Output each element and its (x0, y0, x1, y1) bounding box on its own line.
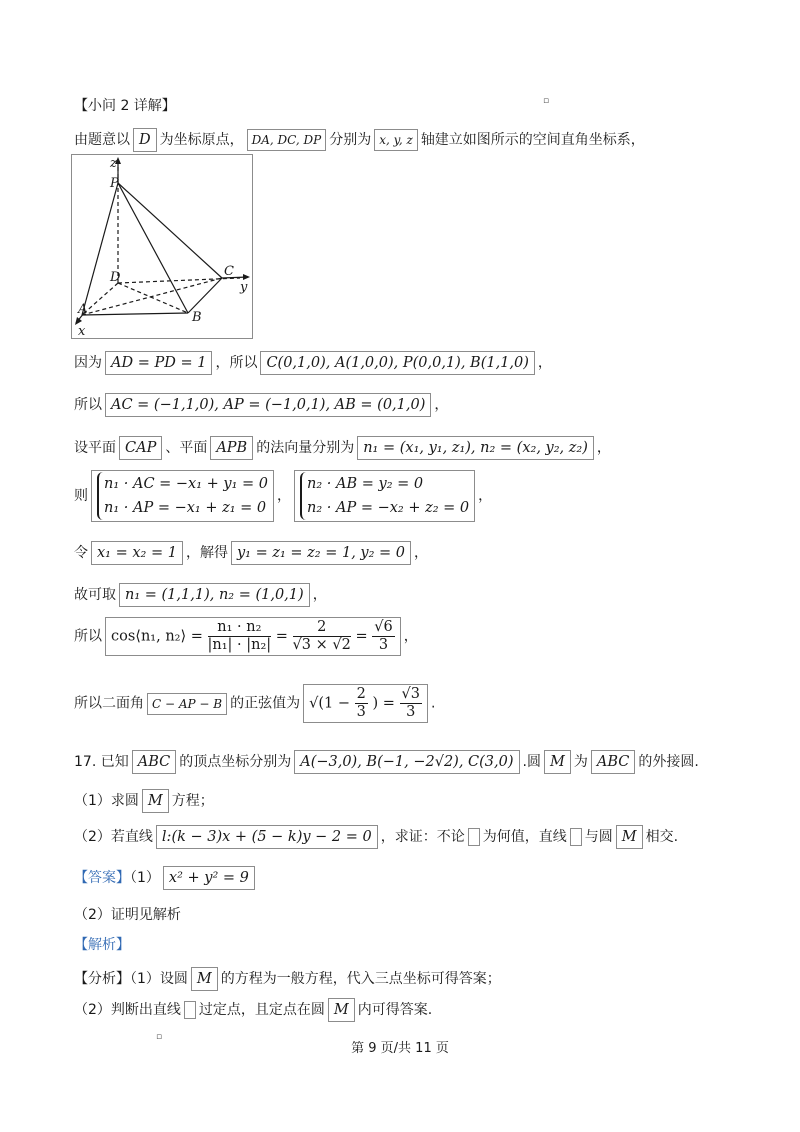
math-l-box (570, 828, 582, 846)
bc-edge (188, 278, 222, 313)
math-let: x₁ = x₂ = 1 (91, 541, 183, 565)
da-edge (82, 283, 118, 315)
analysis-line-2: （2）判断出直线 过定点，且定点在圆 M 内可得答案. (74, 998, 740, 1022)
math-circle-m-2: M (142, 789, 169, 813)
math-k-box (468, 828, 480, 846)
math-circle-m-3: M (616, 825, 643, 849)
label-c: C (224, 264, 234, 279)
math-system-1: n₁ · AC = −x₁ + y₁ = 0 n₁ · AP = −x₁ + z₁ = 0 (91, 470, 274, 522)
analysis-tag: 【解析】 (74, 937, 130, 953)
step-line-5: 令 x₁ = x₂ = 1 ，解得 y₁ = z₁ = z₂ = 1, y₂ = 0 ， (74, 541, 740, 565)
artifact-dot: ▫ (543, 96, 550, 106)
intro-line: 由题意以 D 为坐标原点， DA, DC, DP 分别为 x, y, z 轴建立如图所示的空间直角坐标系， (74, 128, 740, 152)
math-choose-normals: n₁ = (1,1,1), n₂ = (1,0,1) (119, 583, 310, 607)
question-17-part-1: （1）求圆 M 方程； (74, 789, 740, 813)
answer-part-2: （2）证明见解析 (74, 907, 181, 923)
label-z: z (110, 156, 117, 171)
page-footer: 第 9 页/共 11 页 (351, 1041, 449, 1056)
math-line-l: l:(k − 3)x + (5 − k)y − 2 = 0 (156, 825, 378, 849)
math-dihedral: C − AP − B (147, 693, 227, 715)
math-normals: n₁ = (x₁, y₁, z₁), n₂ = (x₂, y₂, z₂) (357, 436, 594, 460)
math-vertices: A(−3,0), B(−1, −2√2), C(3,0) (294, 750, 519, 774)
ab-edge (82, 313, 188, 315)
math-origin: D (133, 128, 157, 152)
pb-edge (118, 183, 188, 313)
pyramid-diagram (72, 155, 252, 338)
math-plane-apb: APB (210, 436, 253, 460)
math-vectors: AC = (−1,1,0), AP = (−1,0,1), AB = (0,1,0) (105, 393, 431, 417)
db-diag (118, 283, 188, 313)
math-xyz: x, y, z (374, 129, 418, 151)
math-ad-pd: AD = PD = 1 (105, 351, 212, 375)
pc-edge (118, 183, 222, 278)
step-line-2: 所以 AC = (−1,1,0), AP = (−1,0,1), AB = (0,1,0) ， (74, 393, 740, 417)
math-circle-m-4: M (191, 967, 218, 991)
step-line-4: 则 n₁ · AC = −x₁ + y₁ = 0 n₁ · AP = −x₁ + z₁ = 0 ， n₂ · AB = y₂ = 0 n₂ · AP = −x₂ + z₂ = 0 ， (74, 470, 740, 522)
label-a: A (78, 302, 88, 317)
step-line-8: 所以二面角 C − AP − B 的正弦值为 √(1 − $\frac{2}{3}$ ) = $\frac{√3}{3}$ . (74, 684, 740, 723)
coordinate-figure (71, 154, 253, 339)
math-cosine: cos⟨n₁, n₂⟩ = $\frac{\text{n₁ · n₂}}{\text{|n₁| · |n₂|}}$ = $\frac{2}{√3 \times √2}$ = $\frac{√6}{3}$ (105, 617, 401, 656)
math-points: C(0,1,0), A(1,0,0), P(0,0,1), B(1,1,0) (260, 351, 534, 375)
math-triangle-2: ABC (591, 750, 636, 774)
label-b: B (192, 310, 202, 325)
question-17-part-2: （2）若直线 l:(k − 3)x + (5 − k)y − 2 = 0 ，求证：不论 为何值，直线 与圆 M 相交. (74, 825, 740, 849)
step-line-1: 因为 AD = PD = 1 ，所以 C(0,1,0), A(1,0,0), P(0,0,1), B(1,1,0) ， (74, 351, 740, 375)
pa-edge (82, 183, 118, 315)
math-system-2: n₂ · AB = y₂ = 0 n₂ · AP = −x₂ + z₂ = 0 (294, 470, 475, 522)
step-line-6: 故可取 n₁ = (1,1,1), n₂ = (1,0,1) ， (74, 583, 740, 607)
answer-line: 【答案】（1） x² + y² = 9 (74, 866, 740, 890)
step-line-7: 所以 cos⟨n₁, n₂⟩ = $\frac{\text{n₁ · n₂}}{\text{|n₁| · |n₂|}}$ = $\frac{2}{√3 \times √2}$ = $\frac{√6}{3}$ ， (74, 617, 740, 656)
section-header: 【小问 2 详解】 (74, 98, 176, 114)
step-line-3: 设平面 CAP 、平面 APB 的法向量分别为 n₁ = (x₁, y₁, z₁), n₂ = (x₂, y₂, z₂) ， (74, 436, 740, 460)
math-triangle: ABC (132, 750, 177, 774)
label-x: x (78, 324, 86, 338)
math-solution: y₁ = z₁ = z₂ = 1, y₂ = 0 (231, 541, 411, 565)
math-sine-value: √(1 − $\frac{2}{3}$ ) = $\frac{√3}{3}$ (303, 684, 428, 723)
artifact-dot-2: ▫ (156, 1032, 163, 1042)
math-circle-m: M (544, 750, 571, 774)
label-d: D (110, 270, 121, 285)
math-plane-cap: CAP (119, 436, 162, 460)
question-17: 17. 已知 ABC 的顶点坐标分别为 A(−3,0), B(−1, −2√2), C(3,0) .圆 M 为 ABC 的外接圆. (74, 750, 740, 774)
analysis-line-1: 【分析】（1）设圆 M 的方程为一般方程，代入三点坐标可得答案； (74, 967, 740, 991)
label-y: y (240, 280, 248, 295)
math-answer-circle: x² + y² = 9 (163, 866, 255, 890)
math-circle-m-5: M (328, 998, 355, 1022)
math-axes: DA, DC, DP (247, 129, 327, 151)
math-l-box-2 (184, 1001, 196, 1019)
label-p: P (110, 176, 119, 191)
